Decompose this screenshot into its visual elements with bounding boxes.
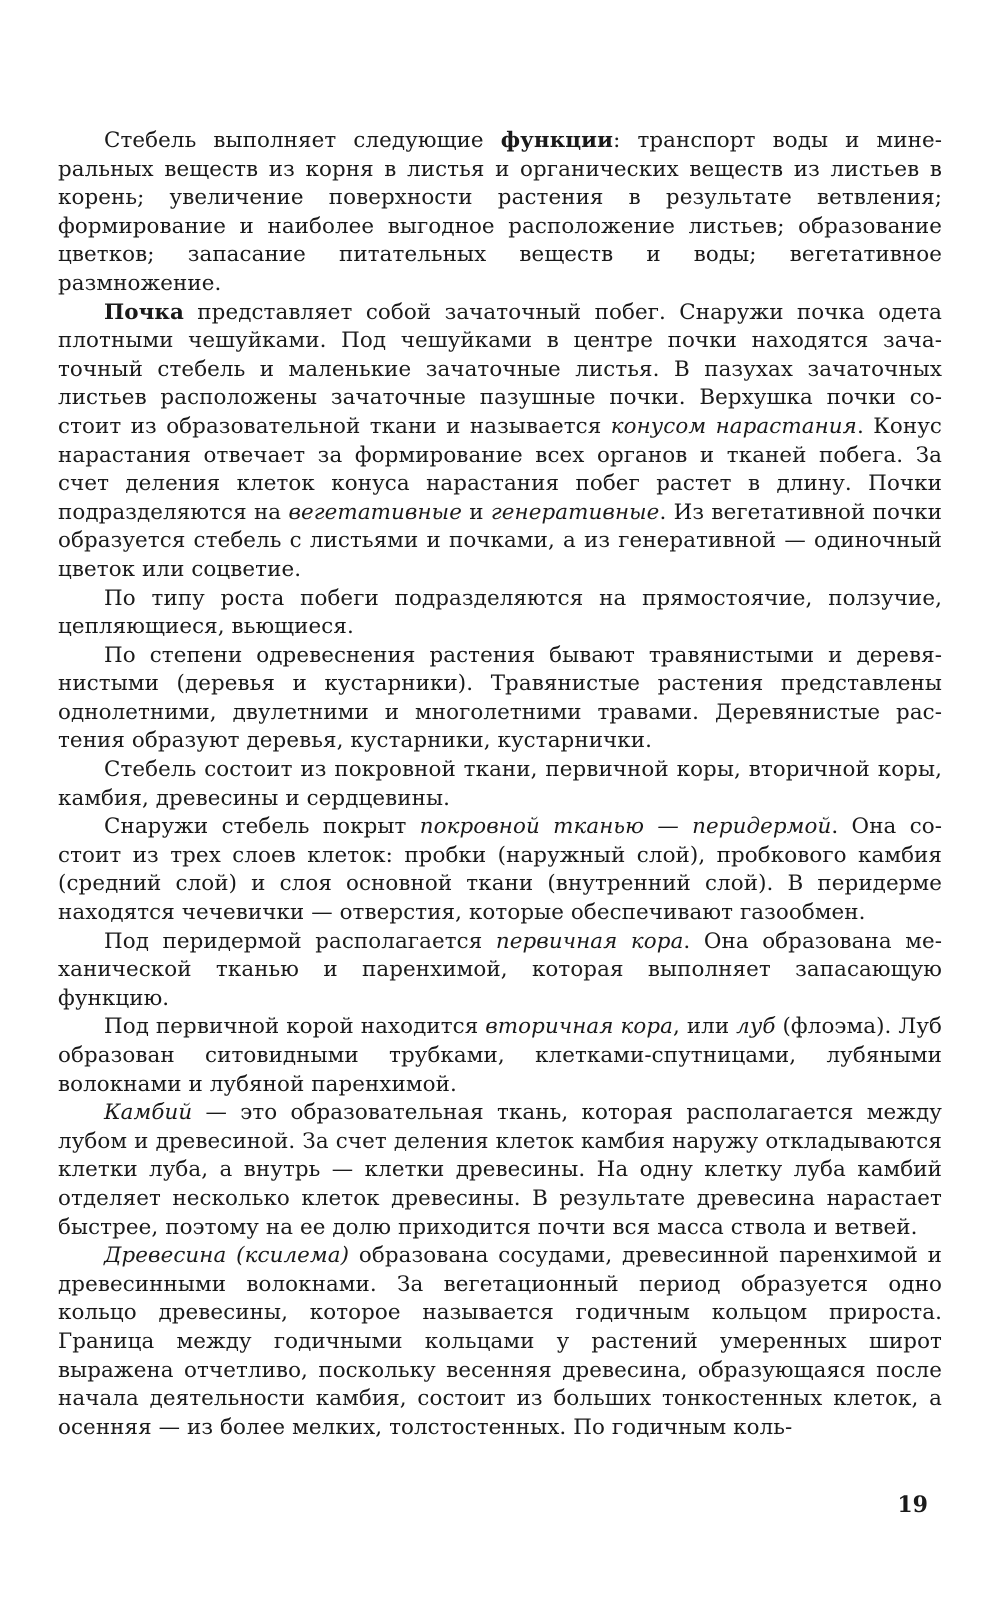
text-run: представляет собой зачаточный побег. Снаружи почка одета плотными чешуйками. Под чешуйками в центре почки находятся зачаточный стебель и маленькие зачаточные листья. В пазухах зачаточных листьев расположены зачаточные пазушные почки. Верхушка почки состоит из образовательной ткани и называется (58, 299, 942, 439)
text-run: . Она состоит из трех слоев клеток: пробки (наружный слой), пробкового камбия (средний слой) и слоя основной ткани (внутренний слой). В перидерме находятся чечевички — отверстия, которые обеспечивают газообмен. (58, 814, 942, 926)
body-text (58, 127, 942, 1442)
text-run: : транспорт воды и минеральных веществ из корня в листья и органических веществ из листьев в корень; увеличение поверхности растения в результате ветвления; формирование и наиболее выгодное расположение листьев; образование цветков; запасание питательных веществ и воды; вегетативное размножение. (58, 128, 942, 296)
text-run: . Из вегетативной почки образуется стебель с листьями и почками, а из генеративной — одиночный цветок или соцветие. (58, 499, 943, 582)
text-run: и (461, 499, 491, 525)
text-run: (флоэма). Луб образован ситовидными трубками, клетками-спутницами, лубяными волокнами и лубяной паренхимой. (58, 1014, 942, 1097)
text-run: — это образовательная ткань, которая располагается между лубом и древесиной. За счет деления клеток камбия наружу откладываются клетки луба, а внутрь — клетки древесины. На одну клетку луба камбий отделяет несколько клеток древесины. В результате древесина нарастает быстрее, поэтому на ее долю приходится почти вся масса ствола и ветвей. (58, 1100, 942, 1240)
text-run: Под перидермой располагается (104, 928, 496, 954)
text-run: образована сосудами, древесинной паренхимой и древесинными волокнами. За вегетационный период образуется одно кольцо древесины, которое называется годичным кольцом прироста. Граница между годичными кольцами у растений умеренных широт выражена отчетливо, поскольку весенняя древесина, образующаяся после начала деятельности камбия, состоит из больших тонкостенных клеток, а осенняя — из более мелких, толстостенных. По годичным коль- (58, 1243, 942, 1440)
italic-term: Древесина (ксилема) (104, 1243, 350, 1269)
text-run: Стебель состоит из покровной ткани, первичной коры, вторичной коры, камбия, древесины и сердцевины. (58, 757, 942, 811)
paragraph-primary-cortex (58, 928, 942, 1014)
bold-term: Почка (104, 299, 184, 325)
text-run: Снаружи стебель покрыт (104, 814, 420, 840)
italic-term: конусом нарастания (610, 413, 857, 439)
text-run: . Она образована механической тканью и паренхимой, которая выполняет запасающую функцию. (58, 928, 942, 1011)
italic-term: Камбий (104, 1100, 193, 1126)
bold-term: функции (500, 128, 614, 153)
italic-term: генеративные (490, 499, 660, 525)
italic-term: первичная кора (495, 928, 684, 954)
paragraph-periderm (58, 813, 942, 927)
text-run: По типу роста побеги подразделяются на прямостоячие, ползучие, цепляющиеся, вьющиеся. (58, 585, 942, 640)
page-number: 19 (897, 1492, 928, 1518)
paragraph-bud (58, 299, 942, 585)
paragraph-growth-types (58, 585, 942, 642)
italic-term: луб (736, 1014, 776, 1040)
italic-term: покровной тканью — перидермой (419, 814, 832, 840)
text-run: , или (672, 1014, 737, 1040)
text-run: Под первичной корой находится (104, 1014, 486, 1040)
paragraph-stem-structure (58, 756, 942, 813)
paragraph-secondary-cortex (58, 1013, 942, 1099)
paragraph-lignification (58, 642, 942, 756)
italic-term: вегетативные (288, 499, 462, 525)
text-run: По степени одревеснения растения бывают травянистыми и деревянистыми (деревья и кустарники). Травянистые растения представлены однолетними, двулетними и многолетними травами. Деревянистые растения образуют деревья, кустарники, кустарнички. (58, 642, 942, 754)
paragraph-stem-functions (58, 127, 942, 299)
paragraph-xylem (58, 1242, 942, 1442)
paragraph-cambium (58, 1099, 942, 1242)
italic-term: вторичная кора (485, 1014, 673, 1040)
text-run: . Конус нарастания отвечает за формирование всех органов и тканей побега. За счет деления клеток конуса нарастания побег растет в длину. Почки подразделяются на (58, 413, 942, 525)
text-run: Стебель выполняет следующие (104, 128, 501, 153)
